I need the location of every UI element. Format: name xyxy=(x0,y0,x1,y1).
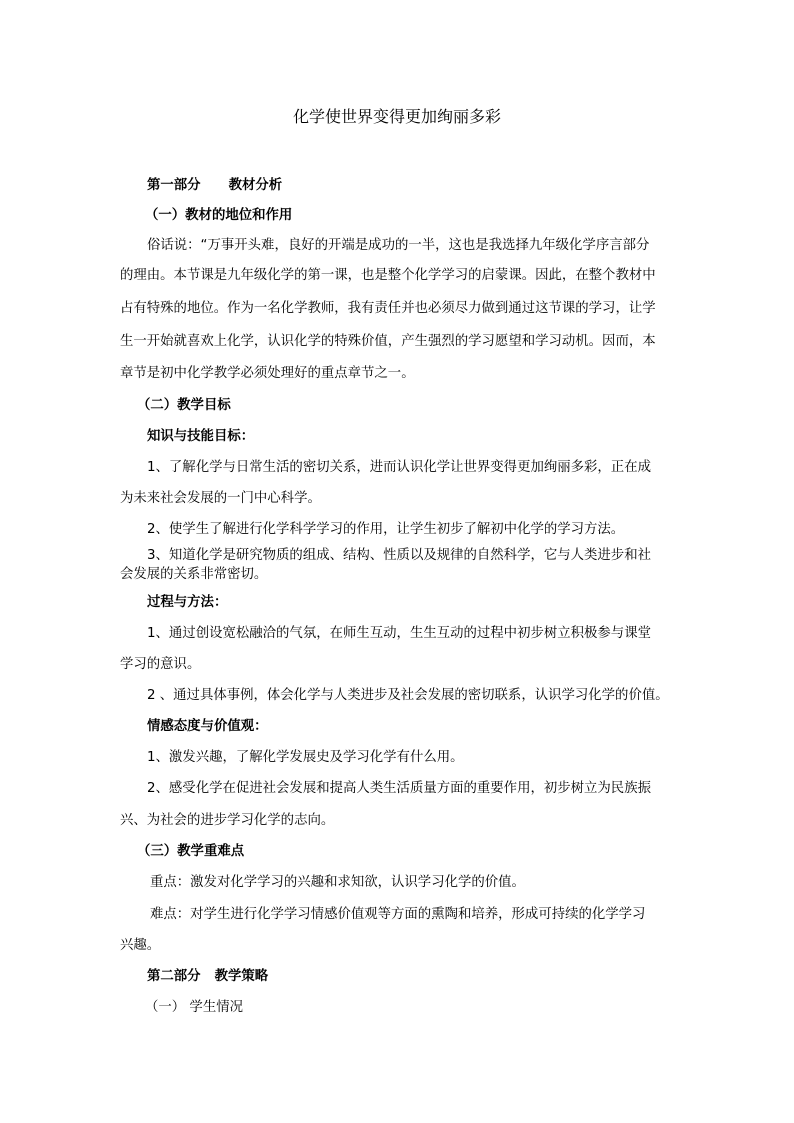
subsection-heading: 过程与方法： xyxy=(147,595,228,610)
paragraph-line: 重点：激发对化学学习的兴趣和求知欲，认识学习化学的价值。 xyxy=(150,875,525,890)
paragraph-line: 1、了解化学与日常生活的密切关系，进而认识化学让世界变得更加绚丽多彩，正在成 xyxy=(147,460,651,475)
paragraph-line: 兴趣。 xyxy=(120,938,161,953)
paragraph-line: 1、激发兴趣，了解化学发展史及学习化学有什么用。 xyxy=(147,750,464,765)
subsection-heading: 情感态度与价值观： xyxy=(147,719,268,734)
paragraph-line: 2、感受化学在促进社会发展和提高人类生活质量方面的重要作用，初步树立为民族振 xyxy=(147,781,651,796)
part2-heading xyxy=(147,967,680,987)
paragraph-line: 章节是初中化学教学必须处理好的重点章节之一。 xyxy=(120,366,415,381)
section-heading: （一） 学生情况 xyxy=(145,1000,243,1015)
section-heading: （三）教学重难点 xyxy=(137,844,245,859)
paragraph-line: 难点：对学生进行化学学习情感价值观等方面的熏陶和培养，形成可持续的化学学习 xyxy=(150,907,646,922)
paragraph-line: 2、使学生了解进行化学科学学习的作用，让学生初步了解初中化学的学习方法。 xyxy=(147,522,625,537)
part1-heading-number: 第一部分 xyxy=(147,178,201,193)
part2-heading-number: 第二部分 xyxy=(147,969,201,984)
paragraph-line: 1、通过创设宽松融洽的气氛，在师生互动，生生互动的过程中初步树立积极参与课堂 xyxy=(147,626,651,641)
section-heading: （二）教学目标 xyxy=(137,398,231,413)
part1-heading-title: 教材分析 xyxy=(228,178,283,193)
paragraph-line: 2 、通过具体事例，体会化学与人类进步及社会发展的密切联系，认识学习化学的价值。 xyxy=(147,688,669,703)
paragraph-line: 3、知道化学是研究物质的组成、结构、性质以及规律的自然科学，它与人类进步和社 xyxy=(147,548,651,563)
document-title: 化学使世界变得更加绚丽多彩 xyxy=(292,107,501,126)
paragraph-line: 生一开始就喜欢上化学，认识化学的特殊价值，产生强烈的学习愿望和学习动机。因而，本 xyxy=(120,334,656,349)
paragraph-line: 俗话说：“万事开头难，良好的开端是成功的一半，这也是我选择九年级化学序言部分 xyxy=(147,238,650,253)
paragraph-line: 的理由。本节课是九年级化学的第一课，也是整个化学学习的启蒙课。因此，在整个教材中 xyxy=(120,268,656,283)
part2-heading-title: 教学策略 xyxy=(214,969,269,984)
subsection-heading: 知识与技能目标： xyxy=(147,429,255,444)
section-heading: （一）教材的地位和作用 xyxy=(145,208,293,223)
paragraph-line: 为未来社会发展的一门中心科学。 xyxy=(120,491,321,506)
paragraph-line: 学习的意识。 xyxy=(120,657,201,672)
paragraph-line: 兴、为社会的进步学习化学的志向。 xyxy=(120,813,335,828)
paragraph-line: 会发展的关系非常密切。 xyxy=(120,567,268,582)
paragraph-line: 占有特殊的地位。作为一名化学教师，我有责任并也必须尽力做到通过这节课的学习，让学 xyxy=(120,301,656,316)
part1-heading xyxy=(147,176,680,196)
